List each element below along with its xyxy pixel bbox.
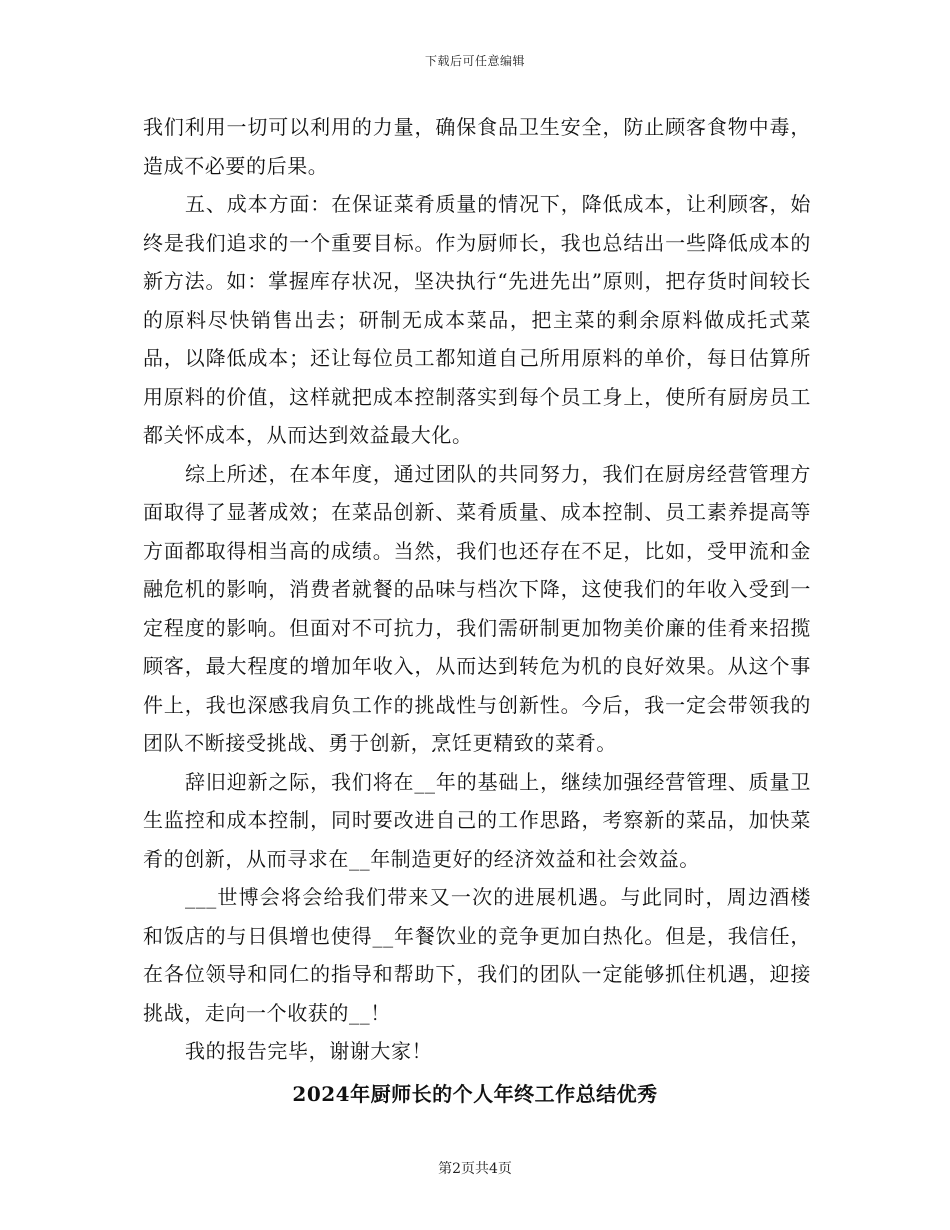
page-number: 第2页共4页 xyxy=(438,1161,512,1177)
paragraph-cost: 五、成本方面：在保证菜肴质量的情况下，降低成本，让利顾客，始终是我们追求的一个重要目标。作为厨师长，我也总结出一些降低成本的新方法。如：掌握库存状况，坚决执行“先进先出”原则，把存货时间较长的原料尽快销售出去；研制无成本菜品，把主菜的剩余原料做成托式菜品，以降低成本；还让每位员工都知道自己所用原料的单价，每日估算所用原料的价值，这样就把成本控制落实到每个员工身上，使所有厨房员工都关怀成本，从而达到效益最大化。 xyxy=(143,192,811,447)
page-header: 下载后可任意编辑 xyxy=(424,54,525,68)
paragraph-closing: 我的报告完毕，谢谢大家！ xyxy=(185,1039,433,1063)
body-text xyxy=(143,108,811,1071)
paragraph-expo: ___世博会将会给我们带来又一次的进展机遇。与此同时，周边酒楼和饭店的与日俱增也使得__年餐饮业的竞争更加白热化。但是，我信任，在各位领导和同仁的指导和帮助下，我们的团队一定能够抓住机遇，迎接挑战，走向一个收获的__！ xyxy=(143,885,811,1025)
paragraph-1: 我们利用一切可以利用的力量，确保食品卫生安全，防止顾客食物中毒，造成不必要的后果。 xyxy=(143,115,811,178)
paragraph-new-year: 辞旧迎新之际，我们将在__年的基础上，继续加强经营管理、质量卫生监控和成本控制，同时要改进自己的工作思路，考察新的菜品，加快菜肴的创新，从而寻求在__年制造更好的经济效益和社会效益。 xyxy=(143,769,811,871)
next-section-title: 2024年厨师长的个人年终工作总结优秀 xyxy=(292,1082,658,1106)
paragraph-summary: 综上所述，在本年度，通过团队的共同努力，我们在厨房经营管理方面取得了显著成效；在菜品创新、菜肴质量、成本控制、员工素养提高等方面都取得相当高的成绩。当然，我们也还存在不足，比如，受甲流和金融危机的影响，消费者就餐的品味与档次下降，这使我们的年收入受到一定程度的影响。但面对不可抗力，我们需研制更加物美价廉的佳肴来招揽顾客，最大程度的增加年收入，从而达到转危为机的良好效果。从这个事件上，我也深感我肩负工作的挑战性与创新性。今后，我一定会带领我的团队不断接受挑战、勇于创新，烹饪更精致的菜肴。 xyxy=(143,461,811,755)
